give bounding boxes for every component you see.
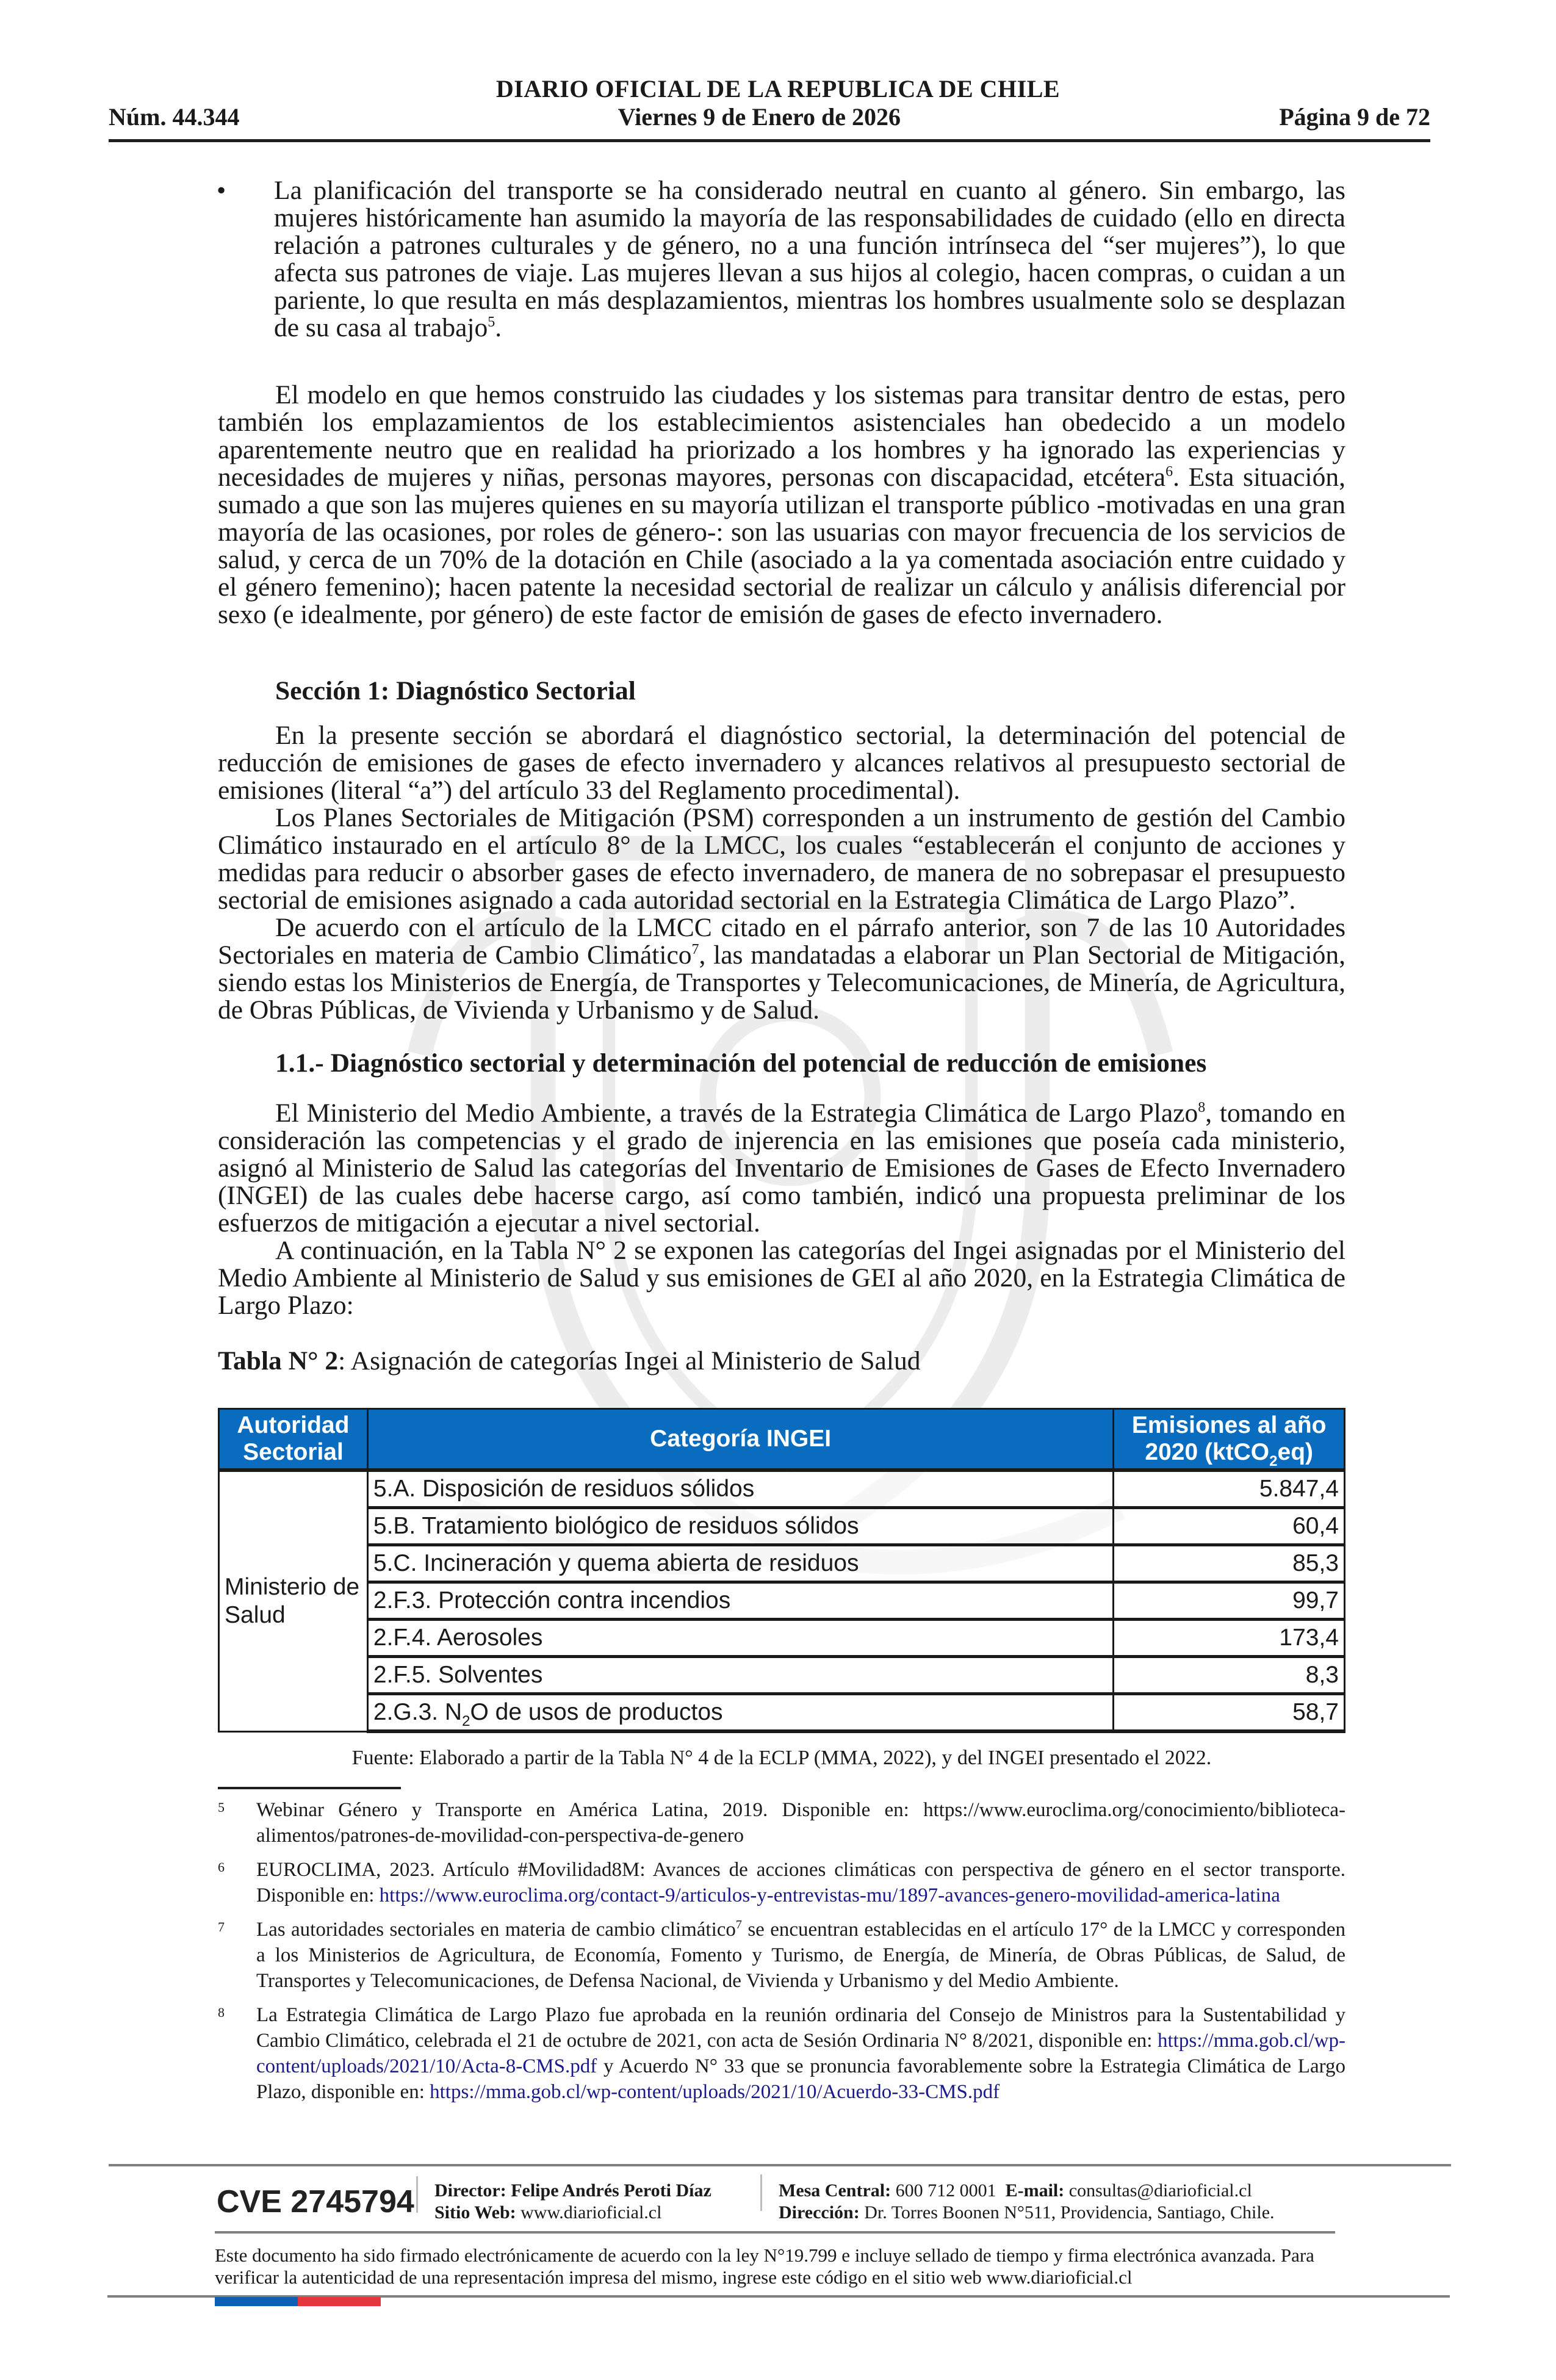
footnote-ref-6[interactable]: 6 <box>1165 464 1173 480</box>
footer-divider-middle <box>215 2231 1335 2234</box>
section-1-body <box>218 722 1345 1024</box>
table-row <box>219 1694 1345 1732</box>
footer-divider-top <box>109 2164 1451 2166</box>
footnote-5 <box>218 1797 1345 1848</box>
column-header-authority: Autoridad Sectorial <box>219 1409 368 1471</box>
footnote-number: 5 <box>218 1800 225 1815</box>
paragraph-text: , tomando en consideración las competencias y el grado de injerencia en las emisiones que poseía cada ministerio, asignó al Ministerio de Salud las categorías del Inventario de Emisiones de Gases de Efecto Invernadero (INGEI) de las cuales debe hacerse cargo, así como también, indicó una propuesta preliminar de los esfuerzos de mitigación a ejecutar a nivel sectorial. <box>218 1098 1345 1238</box>
electronic-signature-notice: Este documento ha sido firmado electrónicamente de acuerdo con la ley N°19.799 e incluye sellado de tiempo y firma electrónica avanzada. Para verificar la autenticidad de una representación impresa del mismo, ingrese este código en el sitio web www.diarioficial.cl <box>215 2245 1314 2288</box>
table-row <box>219 1620 1345 1657</box>
bullet-text-tail: . <box>495 313 502 342</box>
flag-red-segment <box>298 2297 381 2306</box>
paragraph-text: , las mandatadas a elaborar un Plan Sectorial de Mitigación, siendo estas los Ministerios de Energía, de Transportes y Telecomunicaciones, de Minería, de Agricultura, de Obras Públicas, de Vivienda y Urbanismo y de Salud. <box>218 940 1345 1025</box>
cell-text: 2.G.3. N <box>373 1699 463 1725</box>
column-header-category: Categoría INGEI <box>367 1409 1114 1471</box>
footer-separator <box>760 2174 762 2211</box>
footnote-text: La Estrategia Climática de Largo Plazo fue aprobada en la reunión ordinaria del Consejo de Ministros para la Sustentabilidad y Cambio Climático, celebrada el 21 de octubre de 2021, con acta de Sesión Ordinaria N° 8/2021, disponible en: <box>256 2004 1345 2052</box>
bullet-item <box>217 177 1345 342</box>
category-cell: 2.F.4. Aerosoles <box>367 1620 1114 1657</box>
issue-date: Viernes 9 de Enero de 2026 <box>618 103 901 131</box>
emissions-cell: 60,4 <box>1114 1508 1345 1545</box>
paragraph-mma <box>218 1100 1345 1237</box>
footer-separator <box>416 2176 418 2213</box>
footnote-text: EUROCLIMA, 2023. Artículo #Movilidad8M: Avances de acciones climáticas con perspectiva de género en el sector transporte. Disponible en: <box>256 1859 1345 1906</box>
footnote-number: 6 <box>218 1859 225 1875</box>
emissions-cell: 85,3 <box>1114 1545 1345 1582</box>
address-value: Dr. Torres Boonen N°511, Providencia, Santiago, Chile. <box>864 2202 1275 2223</box>
paragraph-text: El Ministerio del Medio Ambiente, a través de la Estrategia Climática de Largo Plazo <box>275 1098 1198 1128</box>
category-cell: 5.A. Disposición de residuos sólidos <box>367 1470 1114 1508</box>
table-header-row <box>219 1409 1345 1471</box>
flag-blue-segment <box>215 2297 298 2306</box>
cve-code: CVE 2745794 <box>217 2184 414 2220</box>
header-text: 2020 (ktCO <box>1145 1439 1270 1465</box>
bullet-text-body: La planificación del transporte se ha considerado neutral en cuanto al género. Sin embargo, las mujeres históricamente han asumido la mayoría de las responsabilidades de cuidado (ello en directa relación a patrones culturales y de género, no a una función intrínseca del “ser mujeres”), lo que afecta sus patrones de viaje. Las mujeres llevan a sus hijos al colegio, hacen compras, o cuidan a un pariente, lo que resulta en más desplazamientos, mientras los hombres usualmente solo se desplazan de su casa al trabajo <box>274 176 1345 342</box>
footnote-8-link-acta[interactable]: https://mma.gob.cl/wp-content/uploads/2021/10/Acta-8-CMS.pdf <box>256 2030 1345 2077</box>
paragraph-psm: Los Planes Sectoriales de Mitigación (PSM) corresponden a un instrumento de gestión del Cambio Climático instaurado en el artículo 8° de la LMCC, los cuales “establecerán el conjunto de acciones y medidas para reducir o absorber gases de efecto invernadero, de manera de no sobrepasar el presupuesto sectorial de emisiones asignado a cada autoridad sectorial en la Estrategia Climática de Largo Plazo”. <box>218 803 1345 915</box>
ingei-table <box>218 1408 1345 1733</box>
paragraph-tabla-intro: A continuación, en la Tabla N° 2 se exponen las categorías del Ingei asignadas por el Ministerio del Medio Ambiente al Ministerio de Salud y sus emisiones de GEI al año 2020, en la Estrategia Climática de Largo Plazo: <box>218 1236 1345 1320</box>
footnote-7 <box>218 1917 1345 1994</box>
header-text: eq) <box>1277 1439 1313 1465</box>
table-caption <box>218 1346 920 1376</box>
footnote-ref-8[interactable]: 8 <box>1198 1100 1206 1116</box>
emissions-cell: 99,7 <box>1114 1582 1345 1620</box>
director-label: Director: <box>434 2180 506 2201</box>
paragraph-text: . Esta situación, sumado a que son las mujeres quienes en su mayoría utilizan el transporte público -motivadas en una gran mayoría de las ocasiones, por roles de género-: son las usuarias con mayor frecuencia de los servicios de salud, y cerca de un 70% de la dotación en Chile (asociado a la ya comentada asociación entre cuidado y el género femenino); hacen patente la necesidad sectorial de realizar un cálculo y análisis diferencial por sexo (e idealmente, por género) de este factor de emisión de gases de efecto invernadero. <box>218 463 1345 629</box>
footnotes <box>218 1797 1345 2113</box>
chile-flag-bar <box>215 2297 381 2306</box>
newspaper-title: DIARIO OFICIAL DE LA REPUBLICA DE CHILE <box>495 75 1061 103</box>
footnote-8-link-acuerdo[interactable]: https://mma.gob.cl/wp-content/uploads/2021/10/Acuerdo-33-CMS.pdf <box>430 2081 1000 2103</box>
paragraph-urban-model <box>218 381 1345 629</box>
site-link[interactable]: www.diarioficial.cl <box>520 2202 662 2223</box>
table-row <box>219 1657 1345 1694</box>
table-row <box>219 1545 1345 1582</box>
footnote-text: se encuentran establecidas en el artículo 17° de la LMCC y corresponden a los Ministerios de Agricultura, de Economía, Fomento y Turismo, de Energía, de Minería, de Obras Públicas, de Salud, de Transportes y Telecomunicaciones, de Defensa Nacional, de Vivienda y Urbanismo y del Medio Ambiente. <box>256 1919 1345 1992</box>
director-name: Felipe Andrés Peroti Díaz <box>511 2180 711 2201</box>
footer-director-block <box>434 2180 711 2224</box>
category-cell: 5.B. Tratamiento biológico de residuos sólidos <box>367 1508 1114 1545</box>
emissions-cell: 5.847,4 <box>1114 1470 1345 1508</box>
subscript: 2 <box>1269 1453 1278 1469</box>
category-cell: 2.F.3. Protección contra incendios <box>367 1582 1114 1620</box>
footnote-number: 7 <box>218 1919 225 1935</box>
category-cell: 2.F.5. Solventes <box>367 1657 1114 1694</box>
emissions-cell: 173,4 <box>1114 1620 1345 1657</box>
footnote-ref-5[interactable]: 5 <box>488 314 495 330</box>
emissions-cell: 8,3 <box>1114 1657 1345 1694</box>
email-link[interactable]: consultas@diarioficial.cl <box>1068 2180 1252 2201</box>
header-text: Emisiones al año <box>1131 1412 1327 1438</box>
bullet-icon: • <box>217 176 226 205</box>
footnote-ref-7[interactable]: 7 <box>691 942 699 957</box>
footnote-8 <box>218 2002 1345 2105</box>
paragraph-diagnostico: En la presente sección se abordará el diagnóstico sectorial, la determinación del potencial de reducción de emisiones de gases de efecto invernadero y alcances relativos al presupuesto sectorial de emisiones (literal “a”) del artículo 33 del Reglamento procedimental). <box>218 721 1345 805</box>
bullet-text <box>274 177 1345 342</box>
paragraph-autoridades <box>218 914 1345 1024</box>
cell-text: O de usos de productos <box>470 1699 723 1725</box>
category-cell <box>367 1694 1114 1732</box>
footnote-number: 8 <box>218 2005 225 2020</box>
footnote-6-link[interactable]: https://www.euroclima.org/contact-9/articulos-y-entrevistas-mu/1897-avances-genero-movilidad-america-latina <box>379 1884 1280 1906</box>
table-caption-label: Tabla N° 2 <box>218 1346 339 1376</box>
table-source-note: Fuente: Elaborado a partir de la Tabla N° 4 de la ECLP (MMA, 2022), y del INGEI presentado el 2022. <box>351 1747 1212 1769</box>
table-caption-text: : Asignación de categorías Ingei al Ministerio de Salud <box>338 1346 921 1376</box>
footnote-divider <box>218 1787 401 1789</box>
issue-number: Núm. 44.344 <box>109 103 240 131</box>
page-indicator: Página 9 de 72 <box>1279 103 1430 131</box>
table-row <box>219 1508 1345 1545</box>
email-label: E-mail: <box>1005 2180 1065 2201</box>
phone-label: Mesa Central: <box>779 2180 891 2201</box>
authority-cell: Ministerio de Salud <box>219 1470 368 1731</box>
subscript: 2 <box>462 1713 470 1729</box>
header-divider <box>109 139 1430 142</box>
table-row <box>219 1470 1345 1508</box>
table-row <box>219 1582 1345 1620</box>
section-1-1-heading: 1.1.- Diagnóstico sectorial y determinación del potencial de reducción de emisiones <box>275 1048 1207 1078</box>
site-label: Sitio Web: <box>434 2202 516 2223</box>
footnote-text: Las autoridades sectoriales en materia de cambio climático <box>256 1919 736 1941</box>
section-1-1-body <box>218 1100 1345 1319</box>
emissions-cell: 58,7 <box>1114 1694 1345 1732</box>
paragraph-text: El modelo en que hemos construido las ciudades y los sistemas para transitar dentro de estas, pero también los emplazamientos de los establecimientos asistenciales han obedecido a un modelo aparentemente neutro que en realidad ha priorizado a los hombres y ha ignorado las experiencias y necesidades de mujeres y niñas, personas mayores, personas con discapacidad, etcétera <box>218 380 1345 492</box>
footnote-text: Webinar Género y Transporte en América Latina, 2019. Disponible en: https://www.euroclima.org/conocimiento/biblioteca-alimentos/patrones-de-movilidad-con-perspectiva-de-genero <box>256 1799 1345 1847</box>
header-meta-row <box>109 103 1430 131</box>
footnote-text: y Acuerdo N° 33 que se pronuncia favorablemente sobre la Estrategia Climática de Largo Plazo, disponible en: <box>256 2055 1345 2103</box>
footnote-ref: 7 <box>735 1918 742 1931</box>
footnote-6 <box>218 1857 1345 1908</box>
section-1-heading: Sección 1: Diagnóstico Sectorial <box>275 676 636 705</box>
column-header-emissions <box>1114 1409 1345 1471</box>
phone-value: 600 712 0001 <box>895 2180 996 2201</box>
address-label: Dirección: <box>779 2202 860 2223</box>
category-cell: 5.C. Incineración y quema abierta de residuos <box>367 1545 1114 1582</box>
footer-contact-block <box>779 2180 1275 2224</box>
paragraph-text: De acuerdo con el artículo de la LMCC citado en el párrafo anterior, son 7 de las 10 Autoridades Sectoriales en materia de Cambio Climático <box>218 913 1345 970</box>
